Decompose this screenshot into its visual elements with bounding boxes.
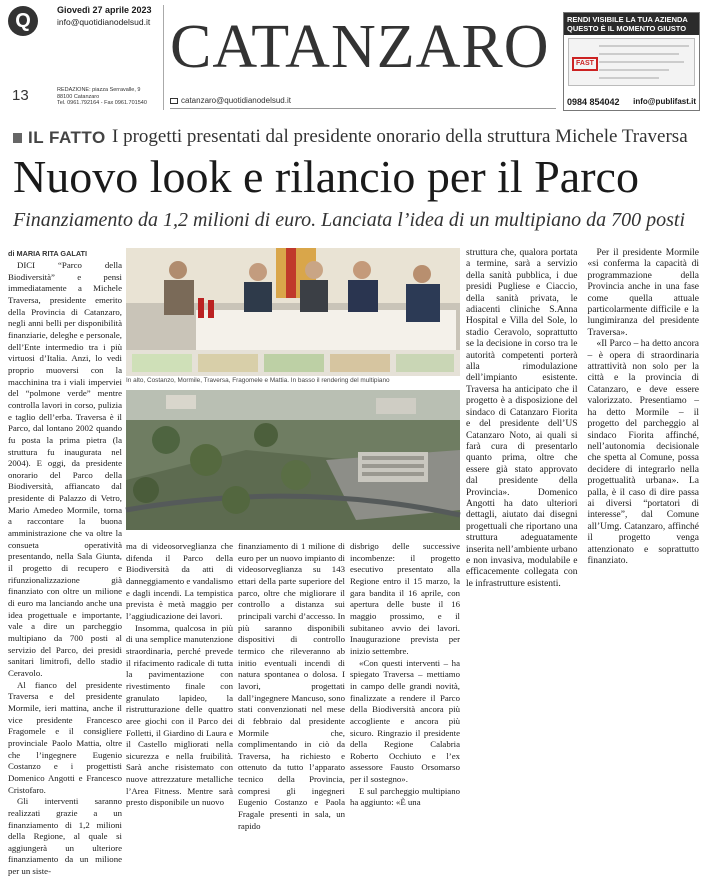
- redazione-line: Tel. 0961.792164 - Fax 0961.701540: [57, 100, 147, 107]
- paragraph: Per il presidente Mormile «si conferma la capacità di programmazione della Provincia anche in una fase come quella attuale particolarmente difficile e la lungimiranza del presidente Traversa».: [587, 248, 699, 338]
- photo-illustration: [126, 248, 460, 376]
- section-square-icon: [13, 133, 22, 143]
- redazione-info: [57, 87, 157, 107]
- newspaper-logo: Q: [8, 6, 38, 36]
- ad-image: [568, 38, 695, 86]
- article-byline: di MARIA RITA GALATI: [8, 249, 88, 258]
- section-label: [13, 128, 106, 148]
- text-column-4: [350, 541, 460, 808]
- article-subheadline: Finanziamento da 1,2 milioni di euro. Lanciata l’idea di un multipiano da 700 posti: [13, 209, 686, 231]
- text-column-2: [126, 541, 233, 808]
- ad-headline-line: QUESTO È IL MOMENTO GIUSTO: [567, 24, 687, 33]
- city-email-text[interactable]: catanzaro@quotidianodelsud.it: [181, 96, 291, 105]
- page-number: 13: [12, 87, 29, 104]
- paragraph: «Con questi interventi – ha spiegato Traversa – mettiamo in campo delle grandi novità, finalizzate a rendere il Parco della Biodiversità ancora più accogliente e ancora più sicuro. Ringrazio il presidente della Regione Calabria Roberto Occhiuto e l’ex assessore Fausto Orsomarso per il sostegno».: [350, 657, 460, 785]
- paragraph: ma di videosorveglianza che difenda il Parco della Biodiversità da atti di danneggiamento e vandalismo e dagli incendi. La tempistica prevista è metà maggio per l’aggiudicazione dei lavori.: [126, 541, 233, 621]
- rendering-illustration: [126, 390, 460, 530]
- article-kicker: I progetti presentati dal presidente onorario della struttura Michele Traversa: [112, 126, 688, 147]
- text-column-3: [238, 541, 345, 831]
- advertisement[interactable]: [563, 12, 700, 111]
- redazione-line: REDAZIONE: piazza Serravalle, 9: [57, 87, 141, 93]
- text-column-1: [8, 260, 122, 877]
- text-column-5: [466, 248, 699, 768]
- issue-date: Giovedì 27 aprile 2023: [57, 5, 152, 15]
- article-headline: Nuovo look e rilancio per il Parco: [13, 151, 639, 202]
- paragraph: struttura che, qualora portata a termine, sarà a servizio della sanità pubblica, i due presidi Pugliese e Ciaccio, della sanità privata, le adiacenti cliniche S.Anna Hospital e Villa del Sole, lo stadio Ceravolo, soprattutto se la decisione in corso tra le autorità competenti porterà alla rimodulazione dell’impianto esistente. Traversa ha anticipato che il progetto è a disposizione del sindaco di Catanzaro Fiorita e del presidente dell’US Catanzaro Noto, ai quali si farà cura di presentarlo quanto prima, oltre che essere già stato approvato dal presidente della Provincia». Domenico Angotti ha dato ulteriori dettagli, aiutato dai disegni progettuali che riportano una struttura adeguatamente inserita nell’ambiente urbano e non invasiva, modulabile e efficacemente collegata con le infrastrutture esistenti.: [466, 248, 578, 589]
- paragraph: «Il Parco – ha detto ancora – è opera di straordinaria attrattività non solo per la città e la provincia di Catanzaro, e deve essere valorizzato. Presentiamo – ha detto Mormile – il progetto del parcheggio al sindaco Fiorita affinché, nell’autonomia decisionale che spetta al Comune, possa decidere di integrarlo nella progettualità urbana». La palla, è il caso di dire passa ai diversi “portatori di interesse”, dal Comune all’Umg. Catanzaro, affinché il progetto venga attenzionato e soprattutto finanziato.: [587, 339, 699, 566]
- paragraph: DICI “Parco della Biodiversità” e pensi immediatamente a Michele Traversa, presidente emerito della Provincia di Catanzaro, negli anni belli per disponibilità finanziarie, deleghe e personale, dell’Ente intermedio tra i più virtuosi d’Italia. Anzi, lo vedi proprio muoversi con la macchinina tra i viali imperviei del “polmone verde” mentre controlla lavori in corso, pulizia e taglio dell’erba. Traversa è il Parco, dal lontano 2002 quando fu posta la prima pietra (la struttura fu inaugurata nel 2004). E oggi, da presidente onorario del Parco della Biodiversità, affiancato dal presidente di Palazzo di Vetro, Mario Amedeo Mormile, torna a raccontare la buona amministrazione che va oltre la consueta operatività presentando, nella Sala Giunta, il progetto di recupero e rifunzionalizzazione già finanziato con oltre un milione di euro ma lanciando anche una idea progettuale e importante, vale a dire un parcheggio multipiano da 700 posti al servizio del Parco, dei presidi sanitari limitrofi, dello stadio Ceravolo.: [8, 260, 122, 678]
- ad-email[interactable]: info@publifast.it: [633, 97, 696, 106]
- city-email[interactable]: [170, 96, 291, 105]
- mail-icon: [170, 98, 178, 104]
- redazione-line: 88100 Catanzaro: [57, 93, 100, 100]
- multipiano-rendering: [126, 390, 460, 530]
- photo-caption: In alto, Costanzo, Mormile, Traversa, Fragomele e Mattia. In basso il rendering del multipiano: [126, 377, 390, 384]
- paragraph: disbrigo delle successive incombenze: il progetto esecutivo presentato alla Regione entro il 15 marzo, la gara bandita il 16 aprile, con apertura delle buste il 16 maggio prossimo, e il subitaneo avvio dei lavori. Inaugurazione prevista per inizio settembre.: [350, 541, 460, 656]
- ad-contacts: [567, 97, 696, 107]
- ad-headline-line: RENDI VISIBILE LA TUA AZIENDA: [567, 15, 688, 24]
- paragraph: Insomma, qualcosa in più di una semplice manutenzione straordinaria, perché prevede il rifacimento radicale di tutta la pavimentazione con rivestimento finale con granulato lapideo, la ristrutturazione delle quattro aree giochi con il Parco dei Folletti, il Giardino di Laura e il Castello migliorati nella sicurezza e nella fruibilità. Sarà anche risistemato con nuove attrezzature metalliche l’Area Fitness. Mentre sarà presto disponibile un nuovo: [126, 622, 233, 808]
- city-section-title: CATANZARO: [170, 13, 550, 81]
- paragraph: E sul parcheggio multipiano ha aggiunto: «È una: [350, 785, 460, 808]
- header-rule: [170, 108, 556, 109]
- header-email[interactable]: info@quotidianodelsud.it: [57, 17, 151, 27]
- section-label-text: IL FATTO: [28, 128, 106, 147]
- header-divider: [163, 5, 164, 110]
- press-conference-photo: [126, 248, 460, 376]
- ad-brand-logo: FAST: [572, 57, 598, 71]
- ad-phone: 0984 854042: [567, 97, 620, 107]
- ad-headline: [564, 13, 699, 35]
- paragraph: Al fianco del presidente Traversa e del presidente Mormile, ieri mattina, anche il vice presidente Francesco Fragomele e il consigliere provinciale Paolo Mattia, oltre che l’ingegnere Eugenio Costanzo e i progettisti Domenico Angotti e Francesco Cristofaro.: [8, 679, 122, 795]
- paragraph: Gli interventi saranno realizzati grazie a un finanziamento di 1,2 milioni della Regione, al quale si aggiungerà un ulteriore finanziamento da un milione per un siste-: [8, 796, 122, 877]
- paragraph: finanziamento di 1 milione di euro per un nuovo impianto di videosorveglianza su 143 ettari della parte superiore del parco, oltre che migliorare il controllo a distanza sui principali varchi d’accesso. In più saranno disponibili dispositivi di controllo termico che rileveranno ab initio eventuali incendi di natura spontanea o dolosa. I lavori, progettati dall’ingegnere Mancuso, sono stati convenzionati nel mese di febbraio dal presidente Mormile che, complimentando in ciò da Traversa, ha richiesto e ottenuto da tutto l’apparato tecnico della Provincia, compresi gli ingegneri Eugenio Costanzo e Paola Fragale presenti in sala, un rapido: [238, 541, 345, 831]
